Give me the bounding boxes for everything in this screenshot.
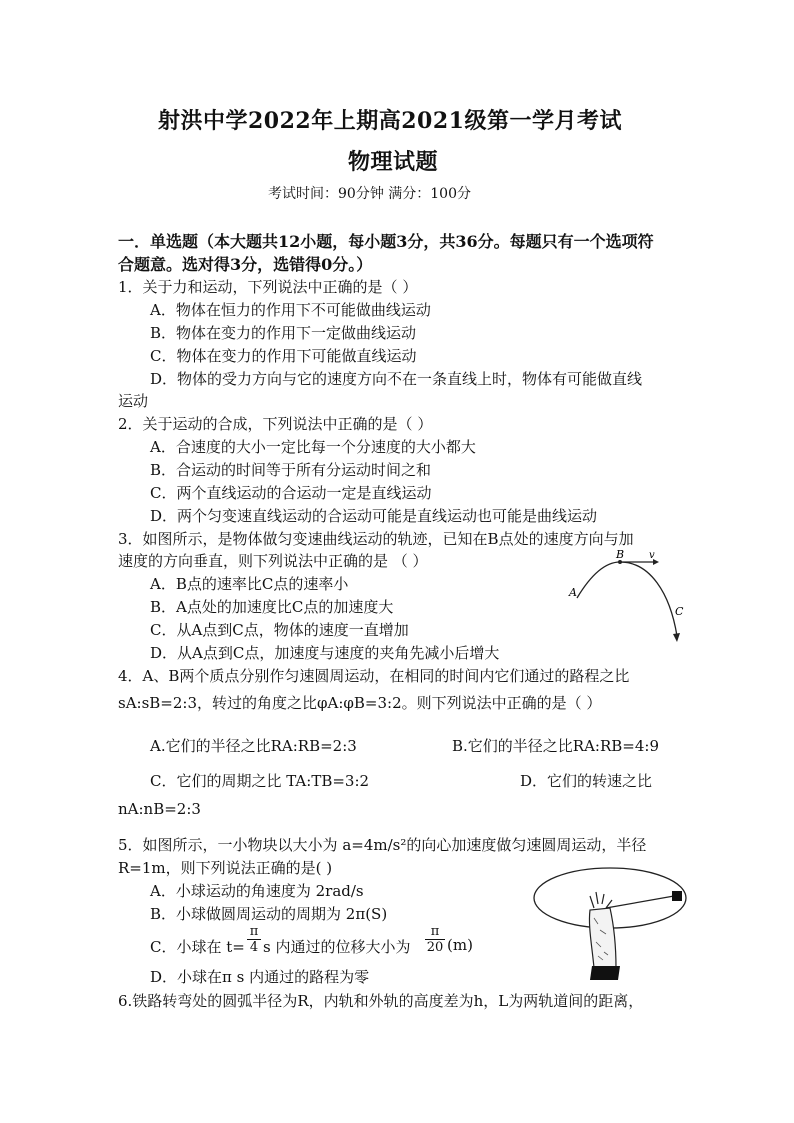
fingers — [590, 892, 612, 908]
q4-option-a: A.它们的半径之比RA:RB=2:3 — [150, 737, 357, 755]
block-object — [672, 891, 682, 901]
section-heading-line2: 合题意。选对得3分，选错得0分。） — [118, 255, 373, 274]
q2-stem: 2．关于运动的合成，下列说法中正确的是（ ） — [118, 415, 433, 433]
q1-option-b: B．物体在变力的作用下一定做曲线运动 — [150, 324, 417, 342]
q4-option-c: C．它们的周期之比 TA:TB=3:2 — [150, 772, 370, 790]
q5-option-c-frac1 — [247, 924, 261, 955]
q1-option-c: C．物体在变力的作用下可能做直线运动 — [150, 347, 417, 365]
string-line — [606, 896, 674, 908]
label-v: v — [649, 550, 655, 561]
q5-option-d: D．小球在π s 内通过的路程为零 — [150, 968, 370, 986]
q6-stem: 6.铁路转弯处的圆弧半径为R，内轨和外轨的高度差为h，L为两轨道间的距离， — [118, 992, 644, 1010]
q1-stem: 1．关于力和运动，下列说法中正确的是（ ） — [118, 278, 418, 296]
circular-motion-figure — [528, 856, 698, 986]
q2-option-d: D．两个匀变速直线运动的合运动可能是直线运动也可能是曲线运动 — [150, 507, 598, 525]
subject-title: 物理试题 — [348, 149, 439, 175]
q4-stem-line2: sA:sB=2:3，转过的角度之比φA:φB=3:2。则下列说法中正确的是（ ） — [118, 694, 602, 712]
q5-option-c-post: (m) — [447, 936, 473, 954]
q3-option-d: D．从A点到C点，加速度与速度的夹角先减小后增大 — [150, 644, 500, 662]
hand-arm — [589, 908, 616, 968]
q3-stem-line2: 速度的方向垂直，则下列说法中正确的是 （ ） — [118, 552, 428, 570]
frac2-denominator: 20 — [426, 940, 444, 955]
q5-stem-line1: 5．如图所示，一小物块以大小为 a=4m/s²的向心加速度做匀速圆周运动，半径 — [118, 836, 647, 854]
exam-title: 射洪中学2022年上期高2021级第一学月考试 — [158, 108, 622, 134]
q2-option-a: A．合速度的大小一定比每一个分速度的大小都大 — [150, 438, 476, 456]
q2-option-b: B．合运动的时间等于所有分运动时间之和 — [150, 461, 432, 479]
q3-option-a: A．B点的速率比C点的速率小 — [150, 575, 349, 593]
q3-option-b: B．A点处的加速度比C点的加速度大 — [150, 598, 394, 616]
label-a: A — [569, 586, 577, 599]
frac2-numerator: π — [430, 924, 440, 939]
trajectory-figure — [565, 548, 695, 648]
section-heading-line1: 一．单选题（本大题共12小题，每小题3分，共36分。每题只有一个选项符 — [118, 232, 654, 251]
label-c: C — [675, 605, 684, 618]
q2-option-c: C．两个直线运动的合运动一定是直线运动 — [150, 484, 432, 502]
q4-option-b: B.它们的半径之比RA:RB=4:9 — [452, 737, 659, 755]
q1-option-a: A．物体在恒力的作用下不可能做曲线运动 — [150, 301, 431, 319]
q3-option-c: C．从A点到C点，物体的速度一直增加 — [150, 621, 409, 639]
q4-option-d-cont: nA:nB=2:3 — [118, 800, 201, 818]
q4-stem-line1: 4．A、B两个质点分别作匀速圆周运动，在相同的时间内它们通过的路程之比 — [118, 667, 630, 685]
q4-option-d: D．它们的转速之比 — [520, 772, 653, 790]
trajectory-arrowhead — [673, 633, 680, 642]
frac1-denominator: 4 — [247, 939, 261, 955]
q5-option-a: A．小球运动的角速度为 2rad/s — [150, 882, 364, 900]
q1-option-d: D．物体的受力方向与它的速度方向不在一条直线上时，物体有可能做直线 — [150, 370, 643, 388]
q3-stem-line1: 3．如图所示，是物体做匀变速曲线运动的轨迹，已知在B点处的速度方向与加 — [118, 530, 634, 548]
q5-stem-line2: R=1m，则下列说法正确的是( ) — [118, 859, 333, 877]
frac1-numerator: π — [249, 924, 259, 939]
q5-option-c-mid: s 内通过的位移大小为 — [263, 938, 411, 956]
q1-option-d-cont: 运动 — [118, 392, 149, 410]
q5-option-c-pre: C．小球在 t= — [150, 938, 245, 956]
sleeve — [590, 966, 620, 980]
trajectory-curve — [577, 562, 677, 636]
q5-option-b: B．小球做圆周运动的周期为 2π(S) — [150, 905, 388, 923]
label-b: B — [616, 548, 625, 561]
exam-info: 考试时间：90分钟 满分：100分 — [268, 186, 471, 202]
q5-option-c-frac2 — [425, 924, 445, 955]
